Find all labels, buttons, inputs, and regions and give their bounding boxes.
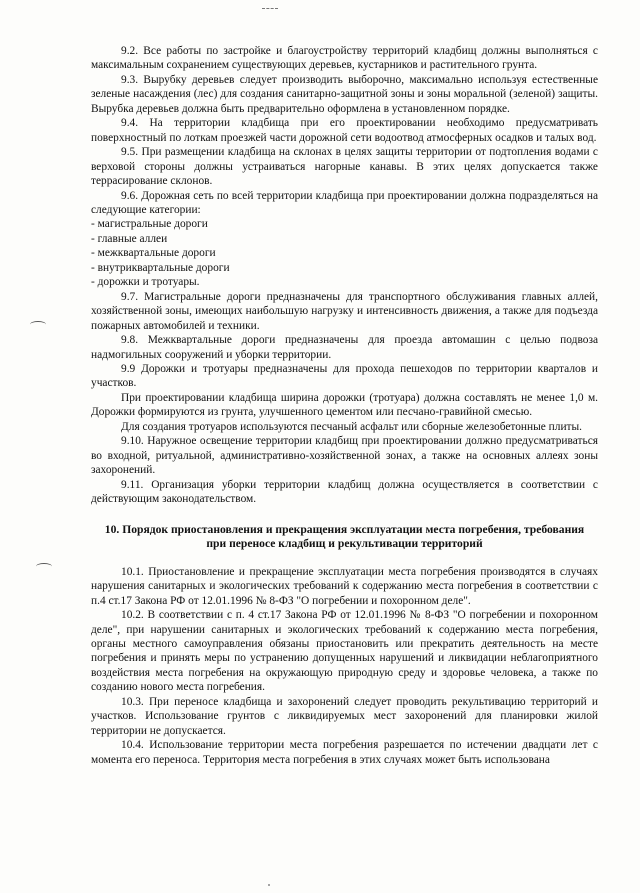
margin-mark — [30, 321, 46, 328]
scan-speck — [268, 884, 270, 886]
paragraph-10-4: 10.4. Использование территории места погребения разрешается по истечении двадцати лет с момента его переноса. Территория места погребения в этих случаях может быть использована — [91, 739, 598, 766]
list-item: - межквартальные дороги — [91, 247, 216, 260]
paragraph-10-1: 10.1. Приостановление и прекращение эксплуатации места погребения производятся в случаях нарушения санитарных и экологических требований к содержанию места погребения в соответствии с п.4 ст.17 Закона РФ от 12.01.1996 № 8-ФЗ "О погребении и похоронном деле". — [91, 565, 598, 607]
paragraph-10-3: 10.3. При переносе кладбища и захоронений следует проводить рекультивацию территорий и участков. Использование грунтов с ликвидируемых мест захоронений для планировки жилой территории не допускается. — [91, 695, 598, 737]
list-item: - магистральные дороги — [91, 218, 208, 231]
paragraph-9-4: 9.4. На территории кладбища при его проектировании необходимо предусматривать поверхностный по лоткам проезжей части дорожной сети водоотвод атмосферных осадков и талых вод. — [91, 117, 598, 144]
paragraph-9-11: 9.11. Организация уборки территории кладбищ должна осуществляется в соответствии с действующим законодательством. — [91, 478, 598, 506]
list-item: - дорожки и тротуары. — [91, 276, 200, 289]
paragraph-9-9: 9.9 Дорожки и тротуары предназначены для прохода пешеходов по территории кварталов и участков. — [91, 362, 598, 390]
paragraph-9-6: 9.6. Дорожная сеть по всей территории кладбища при проектировании должна подразделяться на следующие категории: — [91, 189, 598, 216]
paragraph-9-5: 9.5. При размещении кладбища на склонах в целях защиты территории от подтопления водами с верховой стороны должны устраиваться нагорные канавы. В этих целях допускается также террасирование склонов. — [91, 146, 598, 188]
paragraph-9-9-width: При проектировании кладбища ширина дорожки (тротуара) должна составлять не менее 1,0 м. Дорожки формируются из грунта, улучшенного цементом или песчано-гравийной смесью. — [91, 391, 598, 419]
scan-artifact-top — [262, 8, 278, 9]
paragraph-9-7: 9.7. Магистральные дороги предназначены для транспортного обслуживания главных аллей, хозяйственной зоны, имеющих наибольшую нагрузку и интенсивность движения, а также для подъезда пожарных автомобилей и техники. — [91, 290, 598, 332]
paragraph-9-8: 9.8. Межквартальные дороги предназначены для проезда автомашин с целью подвоза надмогильных сооружений и уборки территории. — [91, 334, 598, 361]
document-page — [91, 44, 598, 767]
list-item: - главные аллеи — [91, 232, 168, 245]
paragraph-9-2: 9.2. Все работы по застройке и благоустройству территорий кладбищ должны выполняться с максимальным сохранением существующих деревьев, кустарников и растительного грунта. — [91, 45, 598, 72]
paragraph-10-2: 10.2. В соответствии с п. 4 ст.17 Закона РФ от 12.01.1996 № 8-ФЗ "О погребении и похоронном деле", при нарушении санитарных и экологических требований к содержанию места погребения, органы местного самоуправления обязаны приостановить или прекратить деятельность на месте погребения и принять меры по устранению допущенных нарушений и ликвидации неблагоприятного воздействия места погребения на окружающую природную среду и здоровье человека, а также по созданию нового места погребения. — [91, 609, 598, 694]
paragraph-9-10: 9.10. Наружное освещение территории кладбищ при проектировании должно предусматриваться во входной, ритуальной, административно-хозяйственной зонах, а также на основных аллеях зоны захоронений. — [91, 435, 598, 477]
section-10-heading: 10. Порядок приостановления и прекращения эксплуатации места погребения, требования при переносе кладбищ и рекультивации территорий — [104, 522, 585, 551]
paragraph-9-9-sidewalks: Для создания тротуаров используются песчаный асфальт или сборные железобетонные плиты. — [121, 420, 583, 433]
list-item: - внутриквартальные дороги — [91, 261, 230, 274]
road-category-list — [91, 217, 598, 289]
margin-mark — [36, 563, 52, 570]
paragraph-9-3: 9.3. Вырубку деревьев следует производить выборочно, максимально используя естественные зеленые насаждения (лес) для создания санитарно-защитной зоны и зоны моральной (зеленой) защиты. Вырубка деревьев должна быть предварительно оформлена в установленном порядке. — [91, 73, 598, 115]
